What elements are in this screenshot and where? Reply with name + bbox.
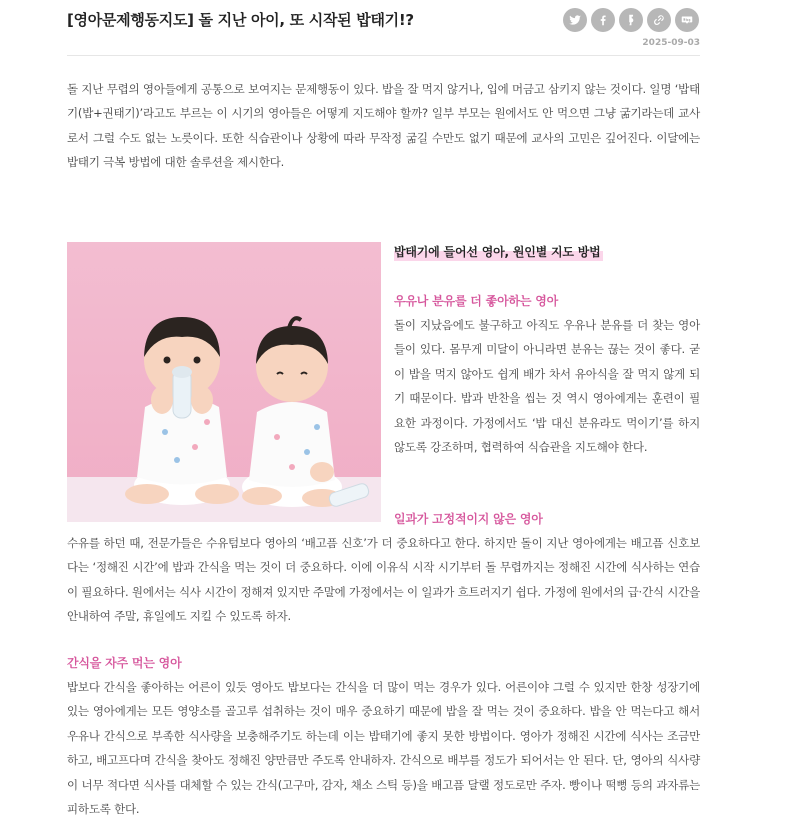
share-link-button[interactable]: [647, 8, 671, 32]
share-buttons: [563, 8, 699, 32]
facebook-icon: [596, 13, 610, 27]
section-heading: 밥태기에 들어선 영아, 원인별 지도 방법: [394, 245, 601, 259]
share-facebook-button[interactable]: [591, 8, 615, 32]
subheading-frequent-snacks: 간식을 자주 먹는 영아: [67, 656, 182, 670]
kakaostory-icon: [624, 13, 638, 27]
babies-illustration: [67, 242, 381, 522]
link-icon: [652, 13, 666, 27]
header-divider: [67, 55, 700, 56]
paragraph-irregular-routine: 수유를 하던 때, 전문가들은 수유텀보다 영아의 ‘배고픔 신호’가 더 중요하다고 한다. 하지만 돌이 지난 영아에게는 배고픔 신호보다는 ‘정해진 시간’에 밥과 간식을 먹는 것이 더 중요하다. 이에 이유식 시작 시기부터 돌 무렵까지는 정해진 시간에 식사하는 연습이 필요하다. 원에서는 식사 시간이 정해져 있지만 주말에 가정에서는 이 일과가 흐트러지기 쉽다. 가정에 원에서의 급·간식 시간을 안내하여 주말, 휴일에도 지킬 수 있도록 하자.: [67, 536, 700, 624]
article-photo-two-babies: [67, 242, 381, 522]
article-intro: 돌 지난 무렵의 영아들에게 공통으로 보여지는 문제행동이 있다. 밥을 잘 먹지 않거나, 입에 머금고 삼키지 않는 것이다. 일명 ‘밥태기(밥+권태기)’라고도 부르는 이 시기의 영아들은 어떻게 지도해야 할까? 일부 부모는 원에서도 안 먹으면 그냥 굶기라는데 교사로서 그럴 수도 없는 노릇이다. 또한 식습관이나 상황에 따라 무작정 굶길 수만도 없기 때문에 교사의 고민은 깊어진다. 이달에는 밥태기 극복 방법에 대한 솔루션을 제시한다.: [67, 82, 700, 169]
share-kakaostory-button[interactable]: [619, 8, 643, 32]
article-date: 2025-09-03: [642, 38, 700, 48]
article-title: [영아문제행동지도] 돌 지난 아이, 또 시작된 밥태기!?: [67, 11, 414, 29]
subheading-milk-preference: 우유나 분유를 더 좋아하는 영아: [394, 294, 559, 308]
subheading-irregular-routine: 일과가 고정적이지 않은 영아: [394, 512, 543, 526]
blog-icon: [680, 13, 694, 27]
paragraph-frequent-snacks: 밥보다 간식을 좋아하는 어른이 있듯 영아도 밥보다는 간식을 더 많이 먹는 경우가 있다. 어른이야 그럴 수 있지만 한창 성장기에 있는 영아에게는 모든 영양소를 골고루 섭취하는 것이 매우 중요하기 때문에 밥을 잘 먹는 것이 중요하다. 밥을 안 먹는다고 해서 우유나 간식으로 부족한 식사량을 보충해주기도 하는데 이는 밥태기에 좋지 못한 방법이다. 영아가 정해진 시간에 식사는 조금만 하고, 배고프다며 간식을 찾아도 정해진 양만큼만 주도록 안내하자. 간식으로 배부를 정도가 되어서는 안 된다. 단, 영아의 식사량이 너무 적다면 식사를 대체할 수 있는 간식(고구마, 감자, 채소 스틱 등)을 배고픔 달랠 정도로만 주자. 빵이나 떡뻥 등의 과자류는 피하도록 한다.: [67, 680, 700, 817]
share-twitter-button[interactable]: [563, 8, 587, 32]
paragraph-milk-preference: 돌이 지났음에도 불구하고 아직도 우유나 분유를 더 찾는 영아들이 있다. 몸무게 미달이 아니라면 분유는 끊는 것이 좋다. 굳이 밥을 먹지 않아도 쉽게 배가 차서 유아식을 잘 먹지 않게 되기 때문이다. 밥과 반찬을 씹는 것 역시 영아에게는 훈련이 필요한 과정이다. 가정에서도 ‘밥 대신 분유라도 먹이기’를 하지 않도록 강조하며, 협력하여 식습관을 지도해야 한다.: [394, 318, 700, 455]
share-blog-button[interactable]: [675, 8, 699, 32]
twitter-icon: [568, 13, 582, 27]
